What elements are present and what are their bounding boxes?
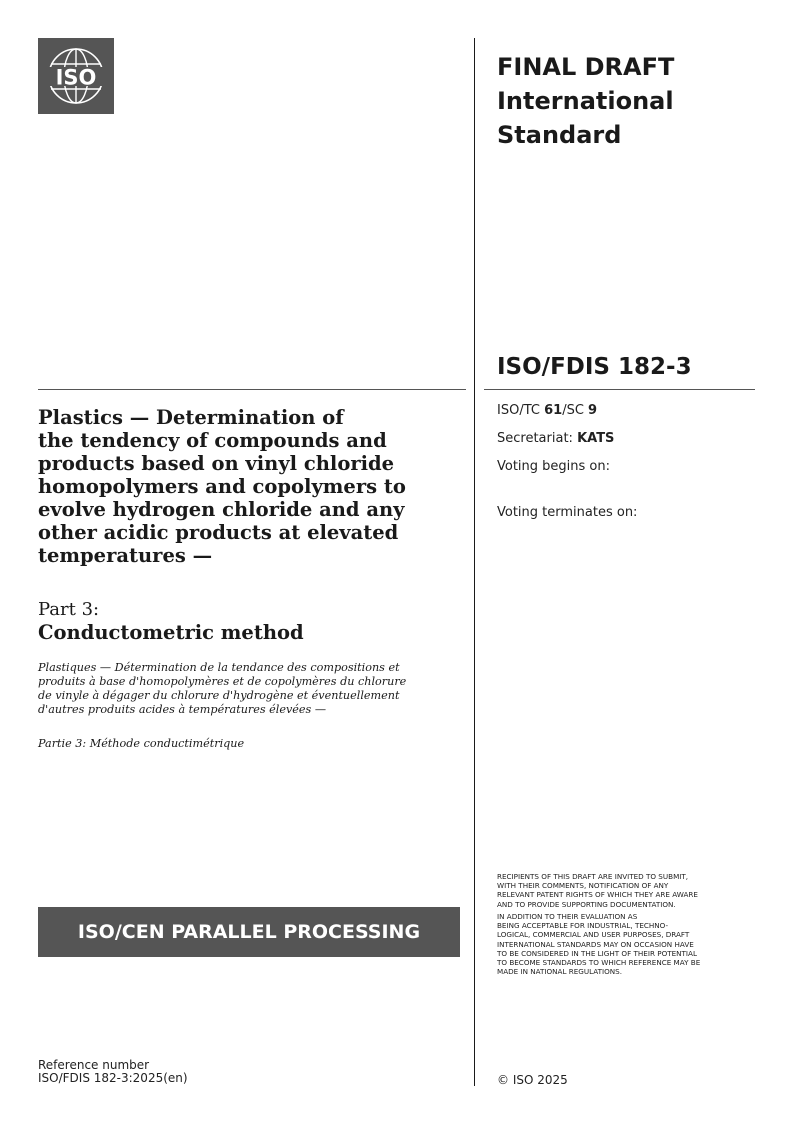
committee-prefix: ISO/TC <box>497 403 545 418</box>
notice-line: TO BE CONSIDERED IN THE LIGHT OF THEIR POTENTIAL <box>497 948 697 958</box>
reference-label: Reference number <box>38 1058 150 1072</box>
notice-line: RELEVANT PATENT RIGHTS OF WHICH THEY ARE AWARE <box>497 890 698 900</box>
doc-type-line: International <box>497 87 674 115</box>
sc-number: 9 <box>588 403 598 418</box>
title-line: Plastics — Determination of <box>38 406 344 429</box>
iso-logo <box>38 38 114 114</box>
title-line: temperatures — <box>38 544 213 567</box>
evaluation-notice <box>497 912 752 976</box>
title-line: the tendency of compounds and <box>38 429 387 452</box>
tc-number: 61 <box>544 403 563 418</box>
part-title: Conductometric method <box>38 621 304 644</box>
notice-line: WITH THEIR COMMENTS, NOTIFICATION OF ANY <box>497 881 669 891</box>
secretariat-label: Secretariat: <box>497 431 578 446</box>
title-line: other acidic products at elevated <box>38 521 399 544</box>
patent-notice <box>497 872 752 909</box>
notice-line: MADE IN NATIONAL REGULATIONS. <box>497 967 623 977</box>
french-title-line: de vinyle à dégager du chlorure d'hydrogène et éventuellement <box>38 689 400 702</box>
notice-line: INTERNATIONAL STANDARDS MAY ON OCCASION HAVE <box>497 939 694 949</box>
notice-line: BEING ACCEPTABLE FOR INDUSTRIAL, TECHNO- <box>497 921 669 931</box>
vertical-divider <box>474 38 475 1086</box>
copyright: © ISO 2025 <box>497 1073 568 1087</box>
main-title <box>38 406 458 567</box>
french-title <box>38 661 448 717</box>
parallel-processing-banner: ISO/CEN PARALLEL PROCESSING <box>38 907 460 957</box>
secretariat-value: KATS <box>577 431 615 446</box>
notice-line: LOGICAL, COMMERCIAL AND USER PURPOSES, DRAFT <box>497 930 690 940</box>
french-title-line: produits à base d'homopolymères et de copolymères du chlorure <box>38 675 407 688</box>
french-part-title: Partie 3: Méthode conductimétrique <box>38 737 245 750</box>
committee-line <box>497 403 757 418</box>
notice-line: AND TO PROVIDE SUPPORTING DOCUMENTATION. <box>497 899 676 909</box>
french-title-line: d'autres produits acides à températures élevées — <box>38 703 327 716</box>
left-horizontal-rule <box>38 389 466 390</box>
notice-line: TO BECOME STANDARDS TO WHICH REFERENCE MAY BE <box>497 958 701 968</box>
title-line: homopolymers and copolymers to <box>38 475 406 498</box>
secretariat-line <box>497 431 757 446</box>
sc-prefix: /SC <box>562 403 589 418</box>
voting-begins-label: Voting begins on: <box>497 459 611 474</box>
document-type <box>497 50 757 152</box>
standard-number: ISO/FDIS 182-3 <box>497 354 692 380</box>
voting-terminates-label: Voting terminates on: <box>497 505 638 520</box>
doc-type-line: FINAL DRAFT <box>497 53 675 81</box>
right-horizontal-rule <box>484 389 755 390</box>
globe-icon <box>38 38 114 114</box>
french-title-line: Plastiques — Détermination de la tendance des compositions et <box>38 661 400 674</box>
doc-type-line: Standard <box>497 121 622 149</box>
title-line: products based on vinyl chloride <box>38 452 395 475</box>
notice-line: RECIPIENTS OF THIS DRAFT ARE INVITED TO SUBMIT, <box>497 872 689 881</box>
reference-number: ISO/FDIS 182-3:2025(en) <box>38 1071 188 1085</box>
title-line: evolve hydrogen chloride and any <box>38 498 405 521</box>
notice-line: IN ADDITION TO THEIR EVALUATION AS <box>497 912 638 921</box>
reference-block <box>38 1059 188 1085</box>
part-label: Part 3: <box>38 599 100 620</box>
logo-text: ISO <box>55 65 97 90</box>
